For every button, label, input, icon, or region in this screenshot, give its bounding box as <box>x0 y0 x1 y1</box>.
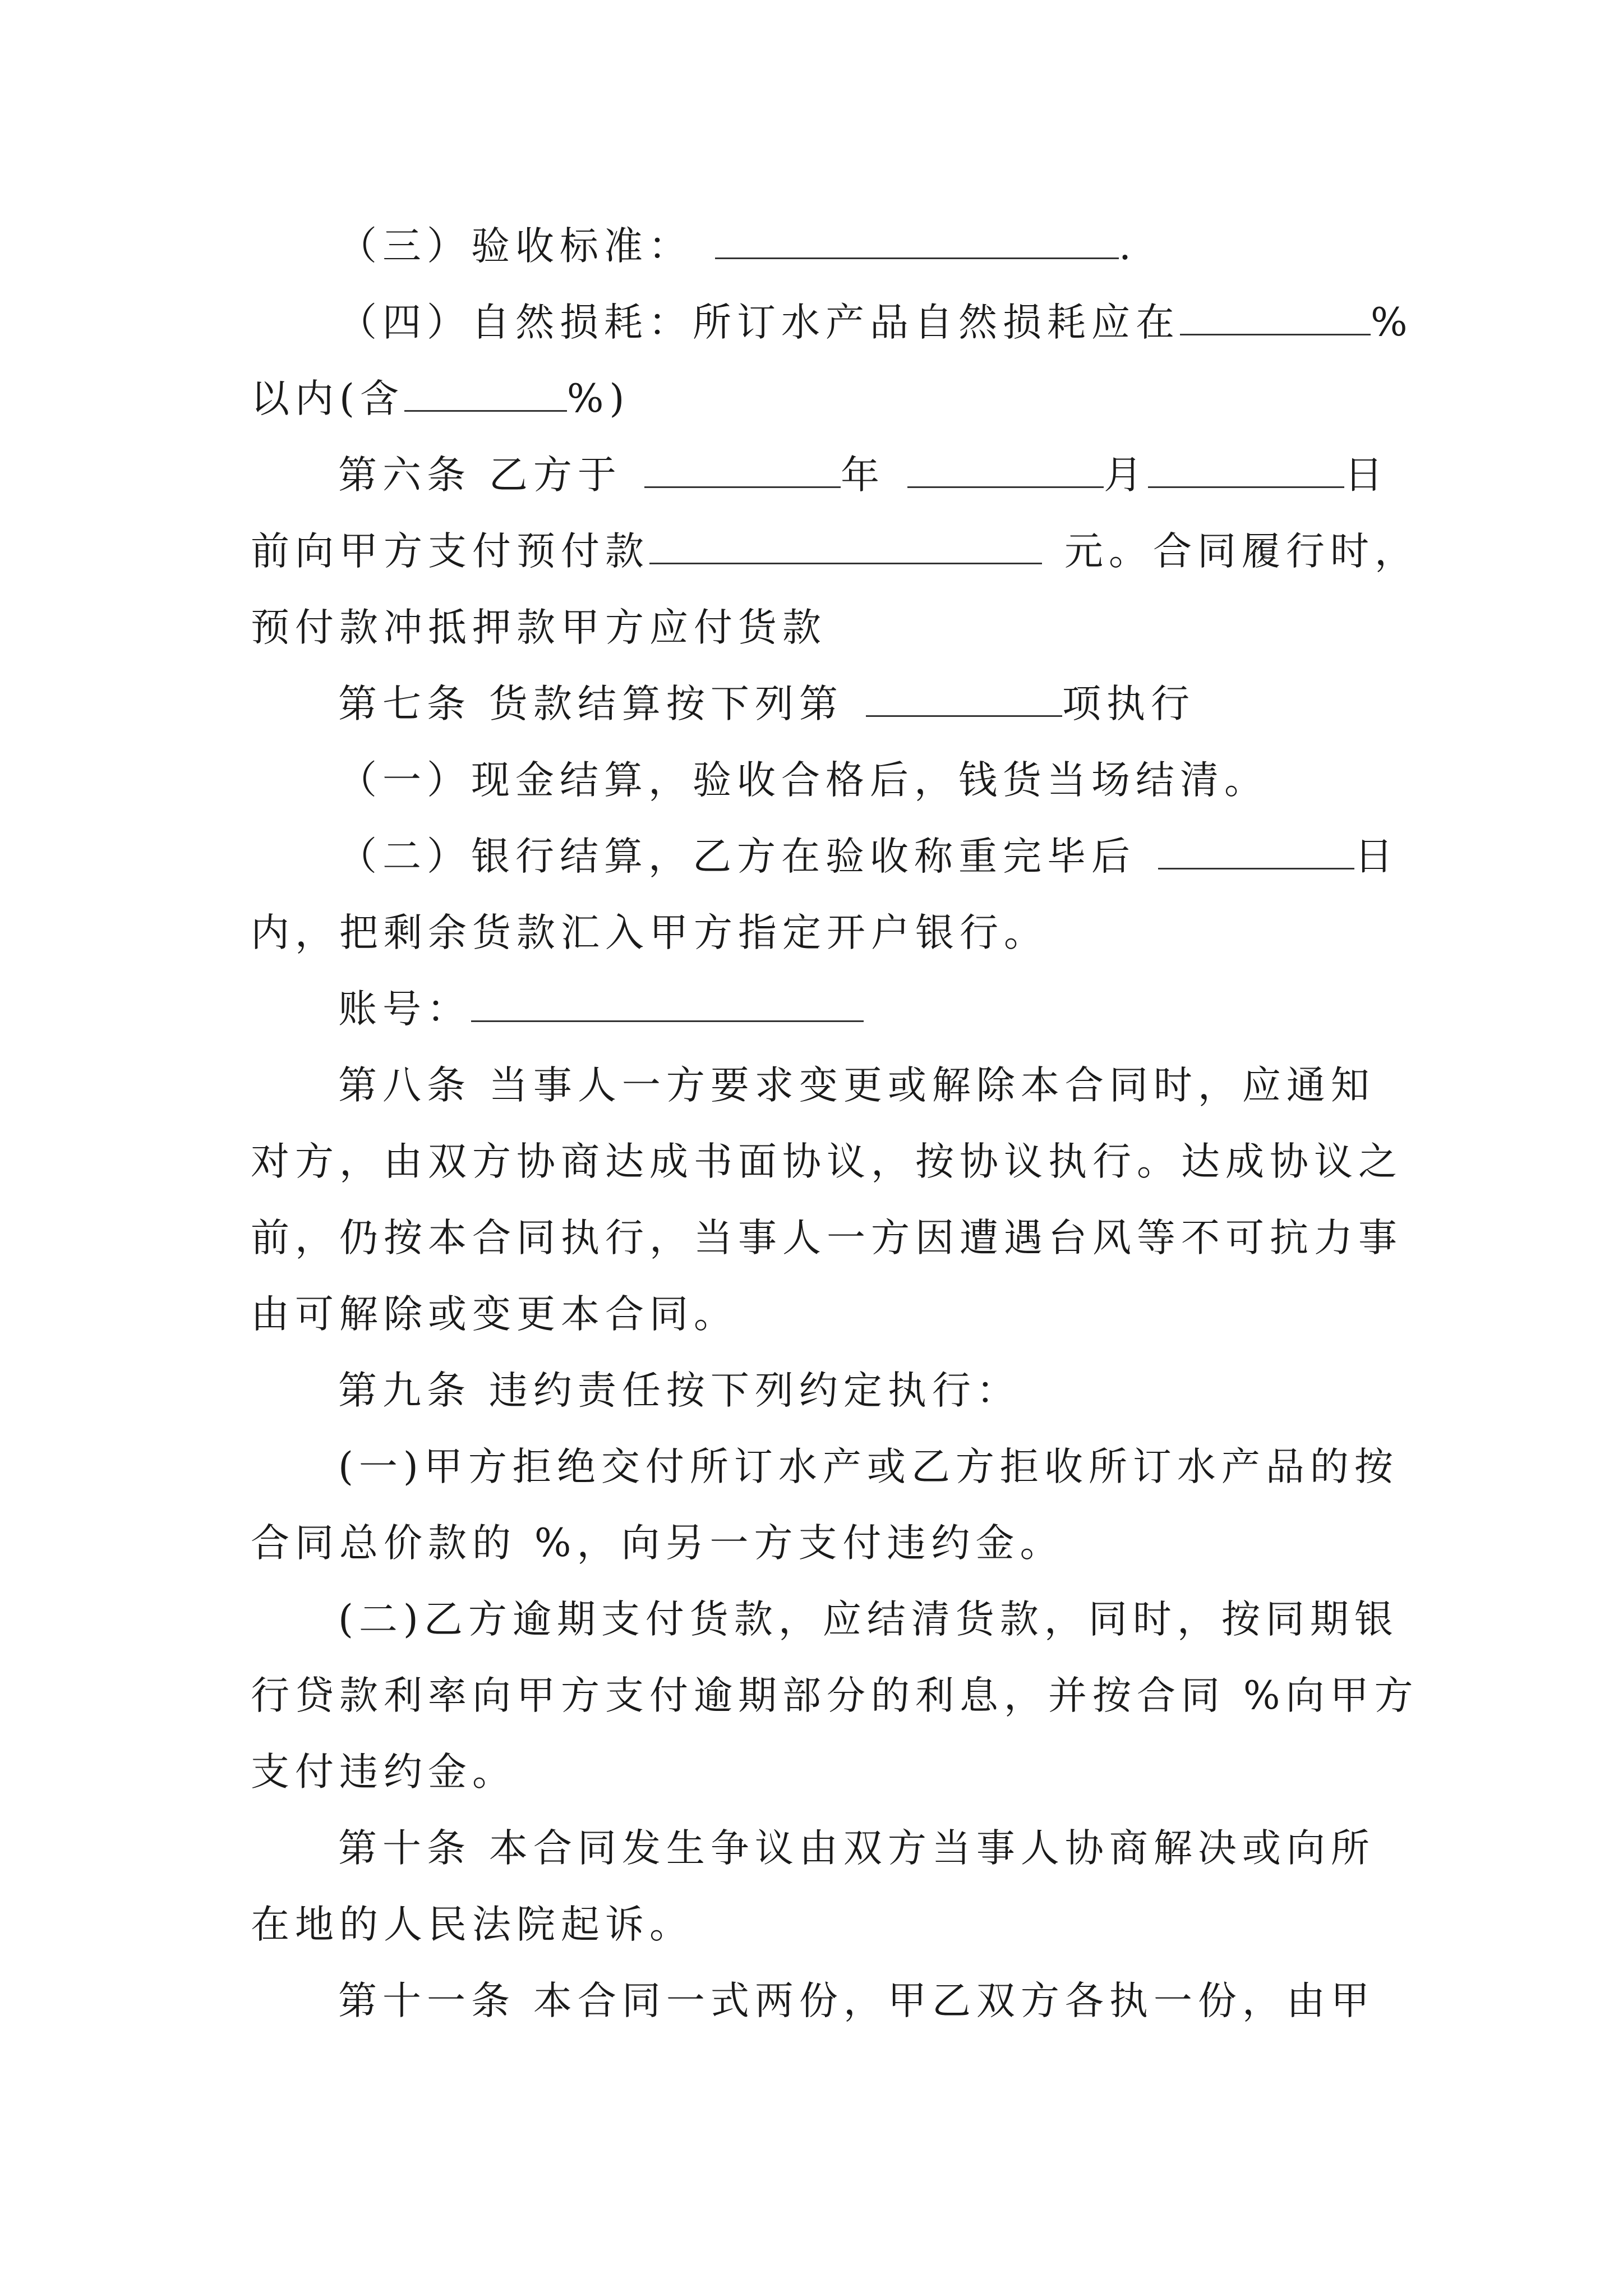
account-number-line <box>338 978 1623 1041</box>
text: %) <box>566 376 630 421</box>
article-6-line-2 <box>251 520 1623 583</box>
text: 由可解除或变更本合同。 <box>251 1292 738 1337</box>
blank-field <box>471 987 864 1022</box>
text: 日 <box>1354 834 1399 879</box>
blank-field <box>649 529 1042 564</box>
article-11-line-1 <box>338 1970 1623 2032</box>
article-10-line-1 <box>338 1817 1623 1880</box>
text: 合同总价款的 %，向另一方支付违约金。 <box>251 1521 1064 1566</box>
text: 第十条 本合同发生争议由双方当事人协商解决或向所 <box>338 1826 1375 1871</box>
text: 月 <box>1103 453 1148 498</box>
text: 行贷款利率向甲方支付逾期部分的利息，并按合同 %向甲方 <box>251 1673 1419 1718</box>
text: 第八条 当事人一方要求变更或解除本合同时，应通知 <box>338 1063 1375 1108</box>
text: 第七条 货款结算按下列第 <box>338 682 843 726</box>
text: （三）验收标准： <box>338 224 693 269</box>
article-8-line-2 <box>251 1130 1623 1193</box>
article-8-line-1 <box>338 1054 1623 1117</box>
text: 内，把剩余货款汇入甲方指定开户银行。 <box>251 910 1048 955</box>
article-8-line-3 <box>251 1207 1623 1269</box>
text: 前，仍按本合同执行，当事人一方因遭遇台风等不可抗力事 <box>251 1216 1403 1260</box>
text: (一)甲方拒绝交付所订水产或乙方拒收所订水产品的按 <box>338 1444 1399 1489</box>
article-9-item-1-line-1 <box>338 1435 1623 1498</box>
text: 预付款冲抵押款甲方应付货款 <box>251 605 827 650</box>
article-9-line <box>338 1359 1623 1422</box>
blank-field <box>715 224 1119 259</box>
text: （四）自然损耗：所订水产品自然损耗应在 <box>338 300 1180 345</box>
text: . <box>1119 224 1137 269</box>
blank-field <box>644 453 841 488</box>
natural-loss-line <box>338 291 1623 354</box>
text: % <box>1371 300 1413 345</box>
blank-field <box>1158 834 1354 869</box>
text: 支付违约金。 <box>251 1750 517 1795</box>
text: 元。合同履行时， <box>1064 529 1419 574</box>
text: 第十一条 本合同一式两份，甲乙双方各执一份，由甲 <box>338 1978 1375 2023</box>
blank-field <box>907 453 1104 488</box>
article-6-line-3 <box>251 596 1623 659</box>
article-9-item-2-line-3 <box>251 1741 1623 1803</box>
text: 账号： <box>338 987 471 1032</box>
bank-settlement-line-2 <box>251 901 1623 964</box>
text: 前向甲方支付预付款 <box>251 529 649 574</box>
article-9-item-2-line-2 <box>251 1664 1623 1727</box>
text: 第六条 乙方于 <box>338 453 622 498</box>
text: 年 <box>840 453 885 498</box>
text: 以内(含 <box>251 376 404 421</box>
acceptance-standard-line <box>338 215 1623 278</box>
text: 对方，由双方协商达成书面协议，按协议执行。达成协议之 <box>251 1139 1403 1184</box>
natural-loss-line-cont <box>251 367 1623 430</box>
text: 在地的人民法院起诉。 <box>251 1902 694 1947</box>
text: 日 <box>1344 453 1389 498</box>
text: (二)乙方逾期支付货款，应结清货款，同时，按同期银 <box>338 1597 1399 1642</box>
article-6-line <box>338 444 1623 507</box>
blank-field <box>404 376 567 412</box>
article-8-line-4 <box>251 1283 1623 1346</box>
blank-field <box>1180 300 1371 335</box>
text: 第九条 违约责任按下列约定执行： <box>338 1368 1021 1413</box>
article-9-item-2-line-1 <box>338 1588 1623 1651</box>
cash-settlement-line <box>338 749 1623 812</box>
article-10-line-2 <box>251 1893 1623 1956</box>
text: （一）现金结算，验收合格后，钱货当场结清。 <box>338 758 1269 803</box>
article-9-item-1-line-2 <box>251 1512 1623 1575</box>
text: 项执行 <box>1062 682 1195 726</box>
article-7-line <box>338 673 1623 735</box>
text: （二）银行结算，乙方在验收称重完毕后 <box>338 834 1136 879</box>
blank-field <box>866 682 1062 717</box>
bank-settlement-line <box>338 825 1623 888</box>
blank-field <box>1148 453 1344 488</box>
